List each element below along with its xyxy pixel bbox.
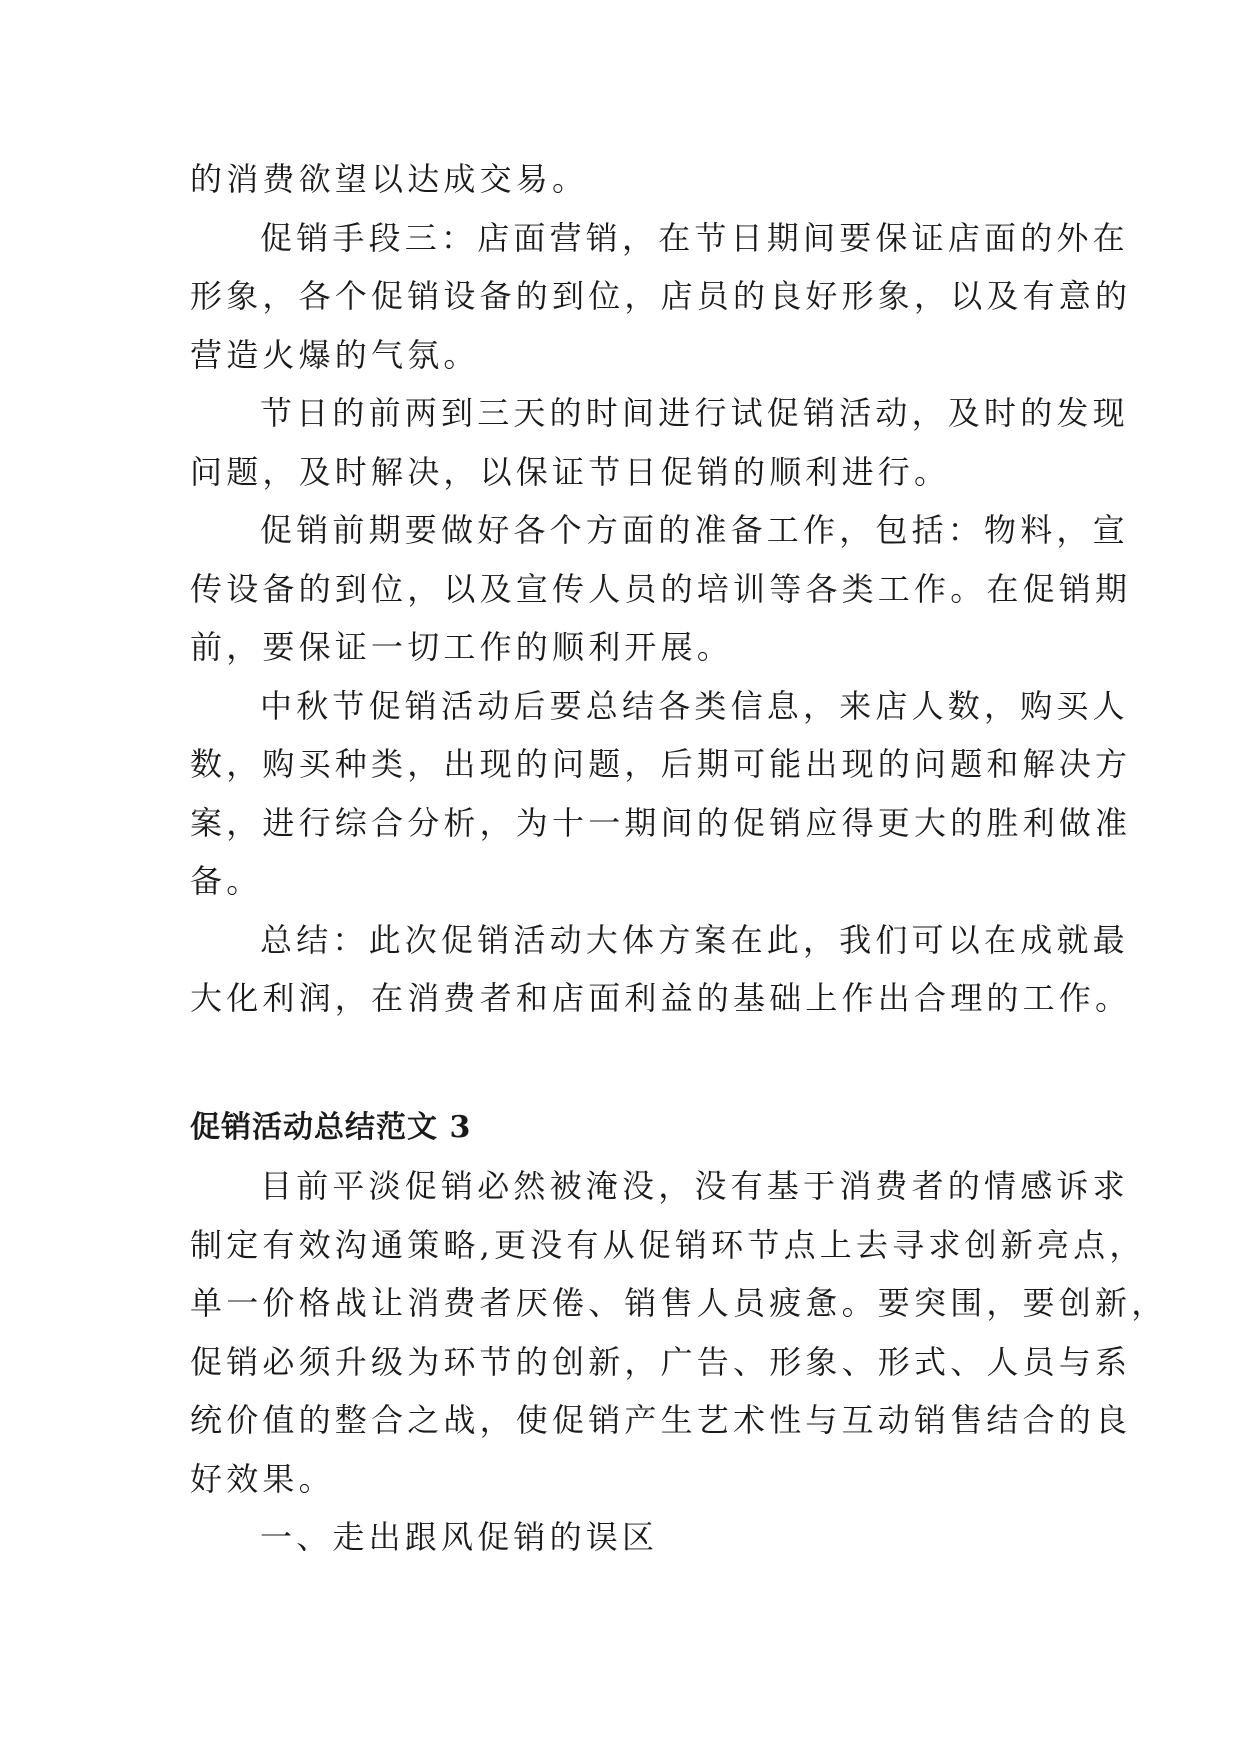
text-line: 一、走出跟风促销的误区 [260,1518,659,1556]
text-line: 传设备的到位，以及宣传人员的培训等各类工作。在促销期 [190,569,1132,608]
text-line: 促销前期要做好各个方面的准备工作，包括：物料，宣 [260,511,1129,549]
paragraph [190,911,1132,1028]
text-line: 前，要保证一切工作的顺利开展。 [190,628,734,666]
text-line: 统价值的整合之战，使促销产生艺术性与互动销售结合的良 [190,1401,1132,1439]
text-line: 节日的前两到三天的时间进行试促销活动，及时的发现 [260,394,1129,432]
text-line: 大化利润，在消费者和店面利益的基础上作出合理的工作。 [190,979,1132,1017]
text-line: 目前平淡促销必然被淹没，没有基于消费者的情感诉求 [260,1167,1129,1205]
paragraph [190,150,1060,209]
text-line: 促销必须升级为环节的创新，广告、形象、形式、人员与系 [190,1342,1132,1381]
text-line: 的消费欲望以达成交易。 [190,160,589,198]
paragraph [190,677,1132,911]
paragraph [190,1157,1168,1508]
text-line: 备。 [190,862,263,900]
text-line: 数，购买种类，出现的问题，后期可能出现的问题和解决方 [190,745,1132,783]
text-line: 问题，及时解决，以保证节日促销的顺利进行。 [190,452,951,491]
text-line: 单一价格战让消费者厌倦、销售人员疲惫。要突围，要创新， [190,1284,1168,1322]
text-line: 形象，各个促销设备的到位，店员的良好形象，以及有意的 [190,277,1132,315]
text-line: 好效果。 [190,1459,335,1498]
section-title-text: 促销活动总结范文 3 [190,1109,472,1145]
section-title [190,1099,1060,1158]
document-page [190,150,1168,1567]
text-line: 促销手段三：店面营销，在节日期间要保证店面的外在 [260,218,1129,257]
text-line: 营造火爆的气氛。 [190,335,480,374]
paragraph [190,501,1132,677]
text-line: 制定有效沟通策略,更没有从促销环节点上去寻求创新亮点， [190,1225,1146,1264]
paragraph [190,1508,1060,1567]
paragraph [190,384,1129,501]
paragraph [190,209,1132,385]
text-line: 总结：此次促销活动大体方案在此，我们可以在成就最 [260,920,1129,959]
text-line: 中秋节促销活动后要总结各类信息，来店人数，购买人 [260,686,1129,725]
text-line: 案，进行综合分析，为十一期间的促销应得更大的胜利做准 [190,803,1132,842]
